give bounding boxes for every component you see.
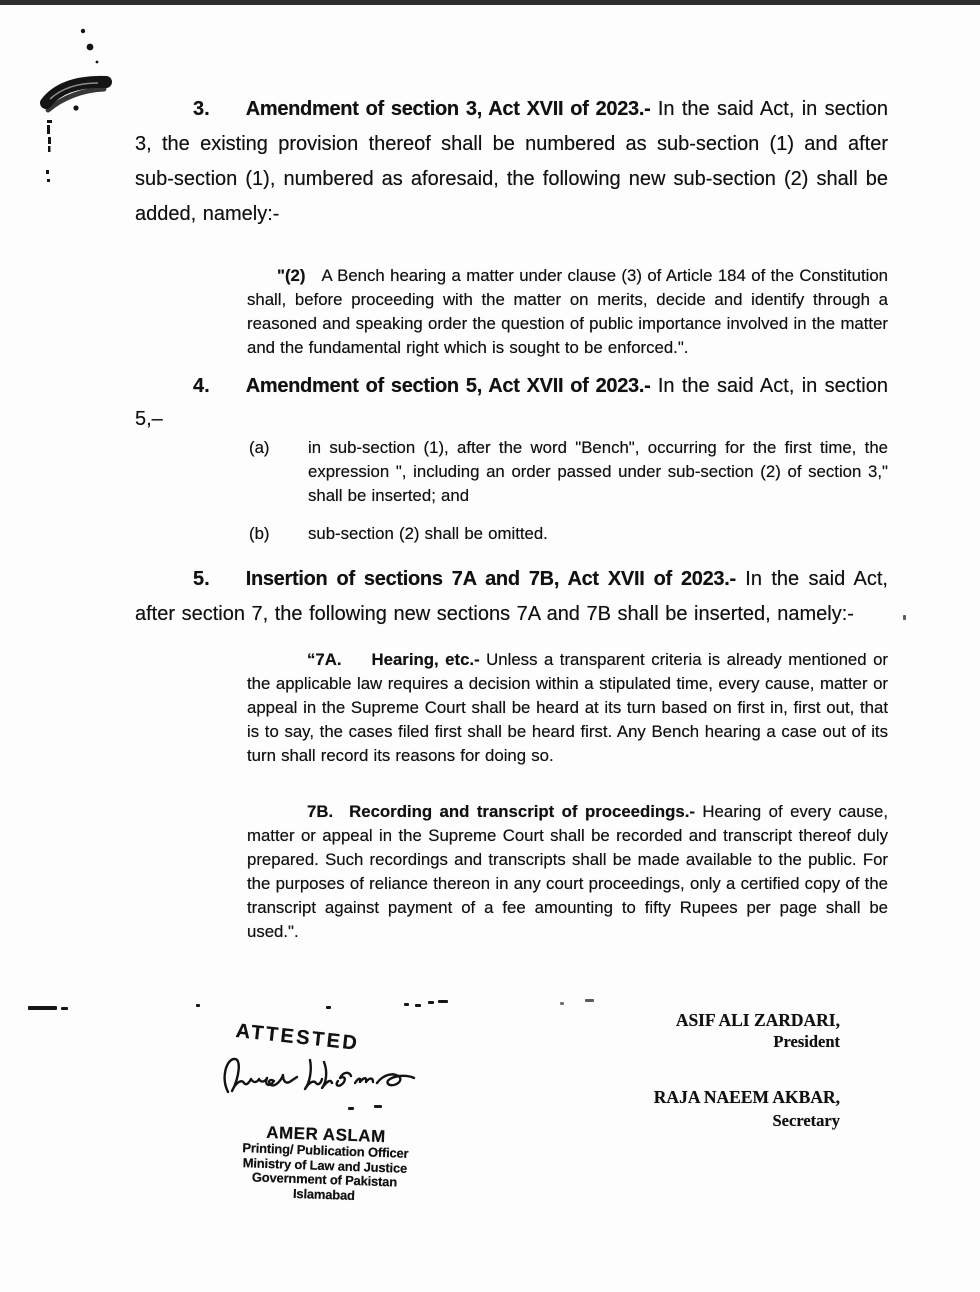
scan-dot-artifact xyxy=(428,1001,434,1004)
section-5-paragraph xyxy=(135,562,888,632)
section-5-number: 5. xyxy=(193,568,210,590)
clause-b-row xyxy=(249,522,888,546)
subsection-2-number: "(2) xyxy=(277,266,306,285)
stamp-ministry: Ministry of Law and Justice xyxy=(242,1154,408,1176)
scan-dot-artifact xyxy=(903,615,906,620)
scan-dot-artifact xyxy=(560,1002,564,1005)
secretary-title: Secretary xyxy=(772,1111,840,1130)
clause-b-text: sub-section (2) shall be omitted. xyxy=(308,524,548,543)
secretary-signature-block xyxy=(654,1086,840,1132)
section-4-number: 4. xyxy=(193,375,210,397)
attested-label: ATTESTED xyxy=(234,1020,361,1055)
document-body xyxy=(135,0,888,944)
section-5-text: In the said Act, after section 7, the following new sections 7A and 7B shall be inserted, namely:- xyxy=(135,568,888,625)
president-signature-block xyxy=(676,1010,840,1052)
section-3-text: In the said Act, in section 3, the existing provision thereof shall be numbered as sub-section (1) and after sub-section (1), numbered as aforesaid, the following new sub-section (2) shall be added, namely:- xyxy=(135,98,888,225)
section-3-paragraph xyxy=(135,92,888,232)
signature-amer-aslam xyxy=(218,1048,418,1100)
scan-dot-artifact xyxy=(438,1000,448,1003)
section-7b-heading: Recording and transcript of proceedings.- xyxy=(349,802,695,821)
clause-a-row xyxy=(249,436,888,508)
stamp-officer-name: AMER ASLAM xyxy=(265,1122,387,1147)
scan-dot-artifact xyxy=(585,999,594,1002)
stamp-government: Government of Pakistan xyxy=(251,1169,398,1190)
clause-b-label: (b) xyxy=(249,524,270,543)
scan-dash-artifact xyxy=(28,1006,57,1010)
section-7b-text: Hearing of every cause, matter or appeal in the Supreme Court shall be recorded and transcript thereof duly prepared. Such recordings and transcripts shall be made available to the public. For the purposes of reliance thereon in any court proceedings, only a certified copy of the transcript against payment of a fee amounting to fifty Rupees per page shall be used.". xyxy=(247,802,888,941)
clause-a-text: in sub-section (1), after the word "Bench", occurring for the first time, the expression ", including an order passed under sub-section (2) of section 3," shall be inserted; and xyxy=(308,438,888,505)
section-4-paragraph xyxy=(135,370,888,436)
scan-dot-artifact xyxy=(404,1003,409,1006)
officer-stamp xyxy=(224,1122,427,1206)
section-7a-heading: Hearing, etc.- xyxy=(371,650,480,669)
stamp-designation: Printing/ Publication Officer xyxy=(242,1140,409,1161)
clause-a-label: (a) xyxy=(249,438,270,457)
quoted-subsection-2 xyxy=(247,264,888,360)
section-7a-text: Unless a transparent criteria is already mentioned or the applicable law requires a decision within a stipulated time, every cause, matter or appeal in the Supreme Court shall be heard at its turn based on first in, first out, that is to say, the cases filed first shall be heard first. Any Bench hearing a case out of its turn shall record its reasons for doing so. xyxy=(247,650,888,765)
section-7b-number: 7B. xyxy=(307,802,334,821)
scan-dot-artifact xyxy=(326,1006,331,1009)
section-4-heading: Amendment of section 5, Act XVII of 2023.- xyxy=(245,375,651,397)
scan-dot-artifact xyxy=(196,1004,200,1007)
section-7a-number: “7A. xyxy=(307,650,342,669)
stamp-city: Islamabad xyxy=(292,1185,356,1203)
quoted-section-7b xyxy=(247,800,888,944)
scan-ink-dots xyxy=(348,1105,384,1111)
president-name: ASIF ALI ZARDARI, xyxy=(675,1010,840,1030)
quoted-section-7a xyxy=(247,648,888,768)
scan-dot-artifact xyxy=(415,1004,421,1007)
secretary-name: RAJA NAEEM AKBAR, xyxy=(653,1087,840,1107)
section-5-heading: Insertion of sections 7A and 7B, Act XVII of 2023.- xyxy=(245,568,736,590)
subsection-2-text: A Bench hearing a matter under clause (3) of Article 184 of the Constitution shall, before proceeding with the matter on merits, decide and identify through a reasoned and speaking order the question of public importance involved in the matter and the fundamental right which is sought to be enforced.". xyxy=(247,266,888,357)
section-3-heading: Amendment of section 3, Act XVII of 2023.- xyxy=(245,98,651,120)
scan-dash-artifact xyxy=(61,1007,68,1010)
president-title: President xyxy=(773,1032,840,1051)
section-3-number: 3. xyxy=(193,98,210,120)
section-4-text: In the said Act, in section 5,– xyxy=(135,375,888,430)
scan-ink-smudge xyxy=(0,0,140,200)
